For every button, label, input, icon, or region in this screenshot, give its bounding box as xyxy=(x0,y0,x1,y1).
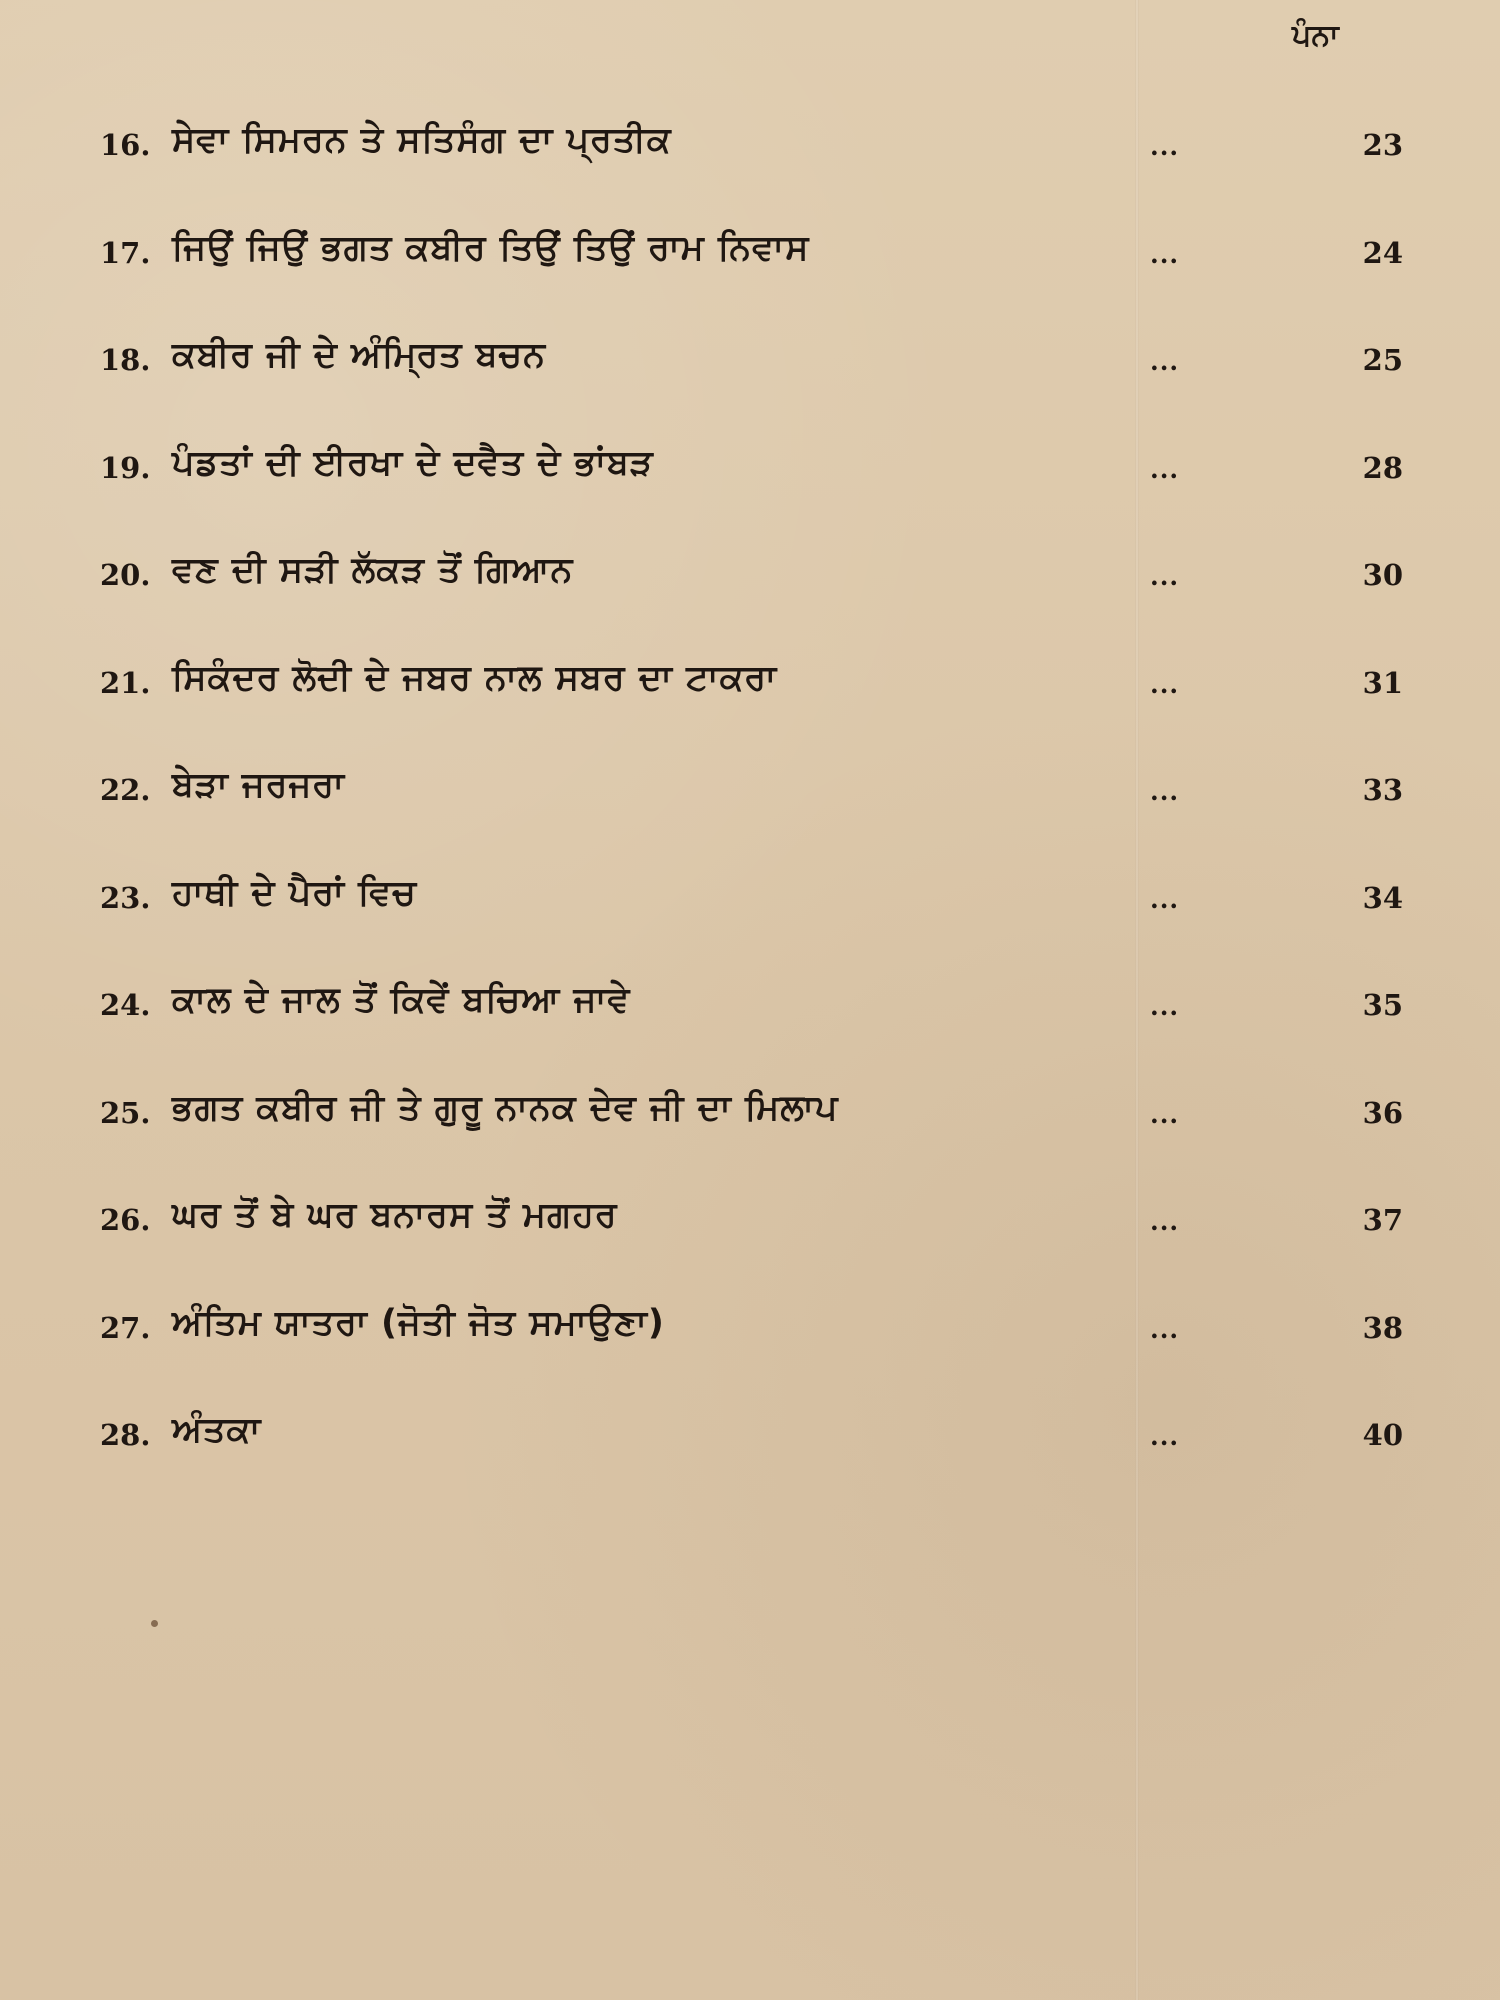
toc-number: 28. xyxy=(100,1418,151,1452)
toc-page-number: 40 xyxy=(1362,1418,1403,1452)
toc-title: ਜਿਉਂ ਜਿਉਂ ਭਗਤ ਕਬੀਰ ਤਿਉਂ ਤਿਉਂ ਰਾਮ ਨਿਵਾਸ xyxy=(172,227,810,268)
toc-page-number: 23 xyxy=(1362,128,1403,162)
toc-row xyxy=(0,650,1500,758)
toc-number: 25. xyxy=(100,1095,151,1130)
toc-title: ਅੰਤਕਾ xyxy=(172,1410,262,1450)
toc-page-number: 30 xyxy=(1362,558,1403,592)
toc-row xyxy=(0,1295,1500,1403)
toc-row xyxy=(0,542,1500,650)
toc-leader-dots: ... xyxy=(1150,1314,1180,1344)
toc-leader-dots: ... xyxy=(1150,992,1180,1021)
toc-number: 17. xyxy=(100,235,151,270)
toc-page-number: 28 xyxy=(1362,450,1403,485)
toc-page-number: 35 xyxy=(1362,988,1403,1022)
toc-row xyxy=(0,757,1500,865)
toc-title: ਪੰਡਤਾਂ ਦੀ ਈਰਖਾ ਦੇ ਦਵੈਤ ਦੇ ਭਾਂਬੜ xyxy=(172,442,654,483)
toc-leader-dots: ... xyxy=(1150,454,1180,484)
toc-title: ਵਣ ਦੀ ਸੜੀ ਲੱਕੜ ਤੋਂ ਗਿਆਨ xyxy=(172,550,574,590)
toc-title: ਕਬੀਰ ਜੀ ਦੇ ਅੰਮ੍ਰਿਤ ਬਚਨ xyxy=(172,335,547,375)
toc-number: 26. xyxy=(100,1203,151,1237)
toc-number: 21. xyxy=(100,665,151,700)
toc-title: ਘਰ ਤੋਂ ਬੇ ਘਰ ਬਨਾਰਸ ਤੋਂ ਮਗਹਰ xyxy=(172,1195,618,1235)
toc-leader-dots: ... xyxy=(1150,777,1180,806)
toc-row xyxy=(0,865,1500,973)
toc-leader-dots: ... xyxy=(1150,669,1180,699)
toc-number: 18. xyxy=(100,343,151,377)
toc-number: 22. xyxy=(100,773,151,807)
toc-number: 19. xyxy=(100,450,151,485)
toc-title: ਭਗਤ ਕਬੀਰ ਜੀ ਤੇ ਗੁਰੂ ਨਾਨਕ ਦੇਵ ਜੀ ਦਾ ਮਿਲਾਪ xyxy=(172,1087,839,1128)
toc-row xyxy=(0,972,1500,1080)
toc-number: 27. xyxy=(100,1310,151,1345)
toc-row xyxy=(0,220,1500,328)
table-of-contents xyxy=(0,112,1500,1472)
toc-leader-dots: ... xyxy=(1150,562,1180,591)
toc-page-number: 38 xyxy=(1362,1310,1403,1345)
toc-leader-dots: ... xyxy=(1150,884,1180,914)
toc-number: 20. xyxy=(100,558,151,592)
toc-row xyxy=(0,435,1500,543)
toc-row xyxy=(0,327,1500,435)
toc-row xyxy=(0,1080,1500,1188)
toc-row xyxy=(0,1187,1500,1295)
toc-leader-dots: ... xyxy=(1150,347,1180,376)
toc-page-number: 31 xyxy=(1362,665,1403,700)
toc-page-number: 24 xyxy=(1362,235,1403,270)
toc-title: ਕਾਲ ਦੇ ਜਾਲ ਤੋਂ ਕਿਵੇਂ ਬਚਿਆ ਜਾਵੇ xyxy=(172,980,631,1020)
toc-leader-dots: ... xyxy=(1150,1207,1180,1236)
toc-row xyxy=(0,112,1500,220)
toc-leader-dots: ... xyxy=(1150,132,1180,161)
toc-page-number: 34 xyxy=(1362,880,1403,915)
toc-title: ਅੰਤਿਮ ਯਾਤਰਾ (ਜੋਤੀ ਜੋਤ ਸਮਾਉਣਾ) xyxy=(172,1302,665,1343)
toc-number: 16. xyxy=(100,128,151,162)
toc-title: ਸੇਵਾ ਸਿਮਰਨ ਤੇ ਸਤਿਸੰਗ ਦਾ ਪ੍ਰਤੀਕ xyxy=(172,120,672,160)
toc-number: 23. xyxy=(100,880,151,915)
toc-page-number: 33 xyxy=(1362,773,1403,807)
toc-title: ਬੇੜਾ ਜਰਜਰਾ xyxy=(172,765,346,805)
toc-title: ਸਿਕੰਦਰ ਲੋਦੀ ਦੇ ਜਬਰ ਨਾਲ ਸਬਰ ਦਾ ਟਾਕਰਾ xyxy=(172,657,778,698)
page-column-heading: ਪੰਨਾ xyxy=(1292,18,1339,53)
toc-row xyxy=(0,1402,1500,1510)
toc-number: 24. xyxy=(100,988,151,1022)
toc-page-number: 37 xyxy=(1362,1203,1403,1237)
paper-speck xyxy=(151,1620,158,1627)
toc-leader-dots: ... xyxy=(1150,239,1180,269)
toc-leader-dots: ... xyxy=(1150,1422,1180,1451)
toc-leader-dots: ... xyxy=(1150,1099,1180,1129)
toc-page-number: 25 xyxy=(1362,343,1403,377)
toc-page-number: 36 xyxy=(1362,1095,1403,1130)
toc-title: ਹਾਥੀ ਦੇ ਪੈਰਾਂ ਵਿਚ xyxy=(172,872,417,913)
